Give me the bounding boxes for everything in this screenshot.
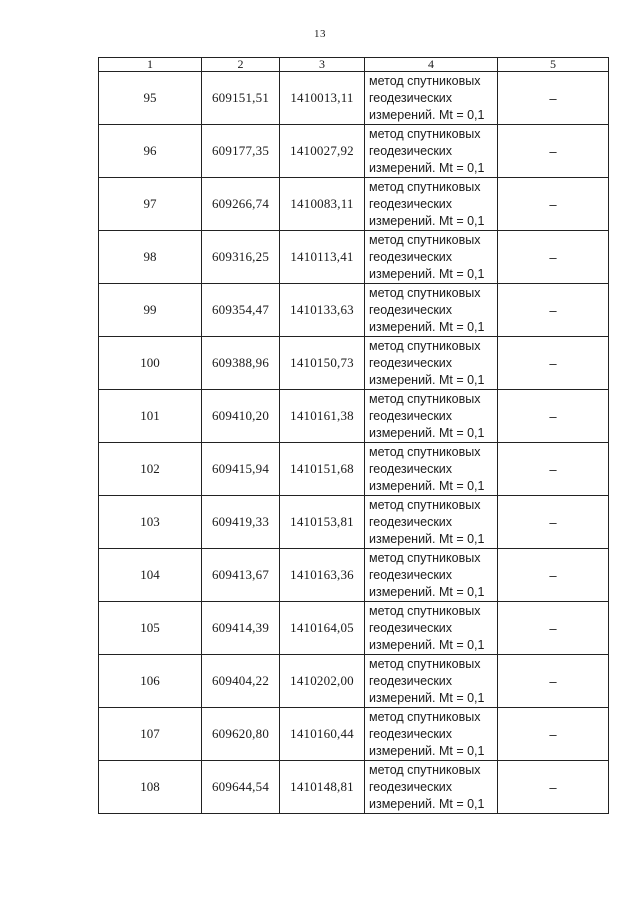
note-cell: – (498, 443, 609, 496)
y-coordinate-cell: 1410160,44 (280, 708, 365, 761)
y-coordinate-cell: 1410150,73 (280, 337, 365, 390)
method-cell: метод спутниковых геодезических измерений. Mt = 0,1 (365, 496, 498, 549)
x-coordinate-cell: 609620,80 (202, 708, 280, 761)
note-cell: – (498, 602, 609, 655)
note-cell: – (498, 761, 609, 814)
table-row (99, 602, 609, 655)
point-number-cell: 97 (99, 178, 202, 231)
x-coordinate-cell: 609177,35 (202, 125, 280, 178)
note-cell: – (498, 390, 609, 443)
table-row (99, 549, 609, 602)
point-number-cell: 106 (99, 655, 202, 708)
coordinates-table (98, 57, 609, 814)
note-cell: – (498, 178, 609, 231)
x-coordinate-cell: 609644,54 (202, 761, 280, 814)
x-coordinate-cell: 609266,74 (202, 178, 280, 231)
x-coordinate-cell: 609415,94 (202, 443, 280, 496)
point-number-cell: 98 (99, 231, 202, 284)
y-coordinate-cell: 1410113,41 (280, 231, 365, 284)
header-col-3: 3 (280, 58, 365, 72)
point-number-cell: 96 (99, 125, 202, 178)
point-number-cell: 101 (99, 390, 202, 443)
y-coordinate-cell: 1410148,81 (280, 761, 365, 814)
table-body (99, 72, 609, 814)
table-row (99, 655, 609, 708)
point-number-cell: 107 (99, 708, 202, 761)
page-number: 13 (314, 28, 326, 40)
point-number-cell: 100 (99, 337, 202, 390)
note-cell: – (498, 125, 609, 178)
x-coordinate-cell: 609419,33 (202, 496, 280, 549)
header-row (99, 58, 609, 72)
y-coordinate-cell: 1410151,68 (280, 443, 365, 496)
x-coordinate-cell: 609316,25 (202, 231, 280, 284)
note-cell: – (498, 549, 609, 602)
y-coordinate-cell: 1410013,11 (280, 72, 365, 125)
note-cell: – (498, 72, 609, 125)
method-cell: метод спутниковых геодезических измерений. Mt = 0,1 (365, 443, 498, 496)
y-coordinate-cell: 1410133,63 (280, 284, 365, 337)
method-cell: метод спутниковых геодезических измерений. Mt = 0,1 (365, 284, 498, 337)
table-row (99, 72, 609, 125)
table-row (99, 761, 609, 814)
x-coordinate-cell: 609414,39 (202, 602, 280, 655)
note-cell: – (498, 496, 609, 549)
table-row (99, 443, 609, 496)
header-col-2: 2 (202, 58, 280, 72)
method-cell: метод спутниковых геодезических измерений. Mt = 0,1 (365, 708, 498, 761)
point-number-cell: 105 (99, 602, 202, 655)
note-cell: – (498, 284, 609, 337)
point-number-cell: 104 (99, 549, 202, 602)
y-coordinate-cell: 1410163,36 (280, 549, 365, 602)
table-header (99, 58, 609, 72)
y-coordinate-cell: 1410027,92 (280, 125, 365, 178)
method-cell: метод спутниковых геодезических измерений. Mt = 0,1 (365, 761, 498, 814)
x-coordinate-cell: 609410,20 (202, 390, 280, 443)
y-coordinate-cell: 1410202,00 (280, 655, 365, 708)
header-col-1: 1 (99, 58, 202, 72)
table-row (99, 125, 609, 178)
y-coordinate-cell: 1410161,38 (280, 390, 365, 443)
table-row (99, 337, 609, 390)
table-row (99, 178, 609, 231)
note-cell: – (498, 655, 609, 708)
point-number-cell: 95 (99, 72, 202, 125)
method-cell: метод спутниковых геодезических измерений. Mt = 0,1 (365, 72, 498, 125)
method-cell: метод спутниковых геодезических измерений. Mt = 0,1 (365, 390, 498, 443)
table-row (99, 708, 609, 761)
x-coordinate-cell: 609404,22 (202, 655, 280, 708)
x-coordinate-cell: 609151,51 (202, 72, 280, 125)
note-cell: – (498, 231, 609, 284)
point-number-cell: 108 (99, 761, 202, 814)
table-row (99, 390, 609, 443)
table-row (99, 496, 609, 549)
point-number-cell: 99 (99, 284, 202, 337)
method-cell: метод спутниковых геодезических измерений. Mt = 0,1 (365, 337, 498, 390)
method-cell: метод спутниковых геодезических измерений. Mt = 0,1 (365, 602, 498, 655)
table-row (99, 231, 609, 284)
method-cell: метод спутниковых геодезических измерений. Mt = 0,1 (365, 178, 498, 231)
note-cell: – (498, 708, 609, 761)
method-cell: метод спутниковых геодезических измерений. Mt = 0,1 (365, 231, 498, 284)
x-coordinate-cell: 609388,96 (202, 337, 280, 390)
y-coordinate-cell: 1410153,81 (280, 496, 365, 549)
x-coordinate-cell: 609354,47 (202, 284, 280, 337)
x-coordinate-cell: 609413,67 (202, 549, 280, 602)
header-col-4: 4 (365, 58, 498, 72)
point-number-cell: 103 (99, 496, 202, 549)
method-cell: метод спутниковых геодезических измерений. Mt = 0,1 (365, 655, 498, 708)
method-cell: метод спутниковых геодезических измерений. Mt = 0,1 (365, 549, 498, 602)
y-coordinate-cell: 1410083,11 (280, 178, 365, 231)
point-number-cell: 102 (99, 443, 202, 496)
note-cell: – (498, 337, 609, 390)
header-col-5: 5 (498, 58, 609, 72)
method-cell: метод спутниковых геодезических измерений. Mt = 0,1 (365, 125, 498, 178)
table-row (99, 284, 609, 337)
y-coordinate-cell: 1410164,05 (280, 602, 365, 655)
